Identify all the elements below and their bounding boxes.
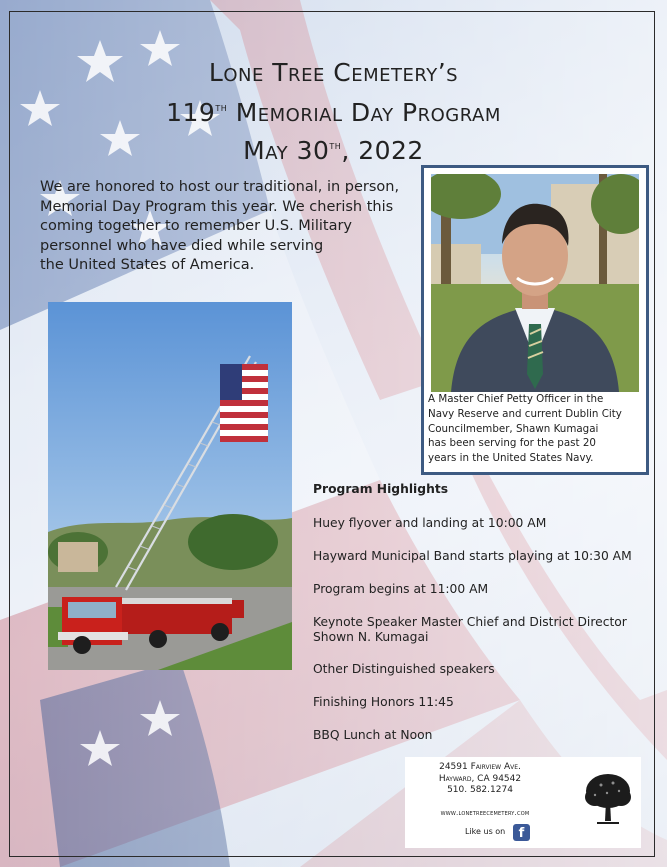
title-line-1: Lone Tree Cemetery’s: [208, 58, 459, 87]
phone-number[interactable]: 510. 582.1274: [447, 785, 513, 795]
intro-paragraph: We are honored to host our traditional, in person, Memorial Day Program this year. We cherish this coming together to remember U.S. Military personnel who have died while serving the United States of America.: [40, 179, 400, 273]
speaker-card: [421, 165, 649, 475]
highlight-item: BBQ Lunch at Noon: [313, 728, 433, 742]
address-block: [405, 762, 555, 797]
street-address: 24591 Fairview Ave.: [439, 762, 521, 772]
highlights-heading: Program Highlights: [313, 482, 449, 496]
highlight-item: Program begins at 11:00 AM: [313, 582, 489, 596]
highlight-item: Other Distinguished speakers: [313, 662, 495, 676]
contact-card: [405, 757, 641, 848]
facebook-icon[interactable]: f: [513, 824, 530, 841]
like-us-label: Like us on: [465, 827, 506, 836]
speaker-caption: A Master Chief Petty Officer in the Navy Reserve and current Dublin City Councilmember, Shawn Kumagai has been serving for the past 20 years in the United States Navy.: [428, 393, 622, 465]
highlight-item: Keynote Speaker Master Chief and District Director Shown N. Kumagai: [313, 615, 627, 644]
program-highlights: [313, 482, 653, 743]
highlight-item: Hayward Municipal Band starts playing at 10:30 AM: [313, 549, 632, 563]
city-address: Hayward, CA 94542: [438, 773, 522, 784]
title-line-2: 119th Memorial Day Program: [166, 98, 501, 127]
fire-truck-photo: [48, 302, 292, 670]
title-line-3: May 30th, 2022: [243, 136, 424, 165]
website-link[interactable]: www.lonetreecemetery.com: [440, 808, 530, 817]
highlight-item: Huey flyover and landing at 10:00 AM: [313, 516, 547, 530]
speaker-photo: [431, 174, 639, 392]
highlight-item: Finishing Honors 11:45: [313, 695, 454, 709]
tree-logo-icon: [583, 771, 633, 829]
